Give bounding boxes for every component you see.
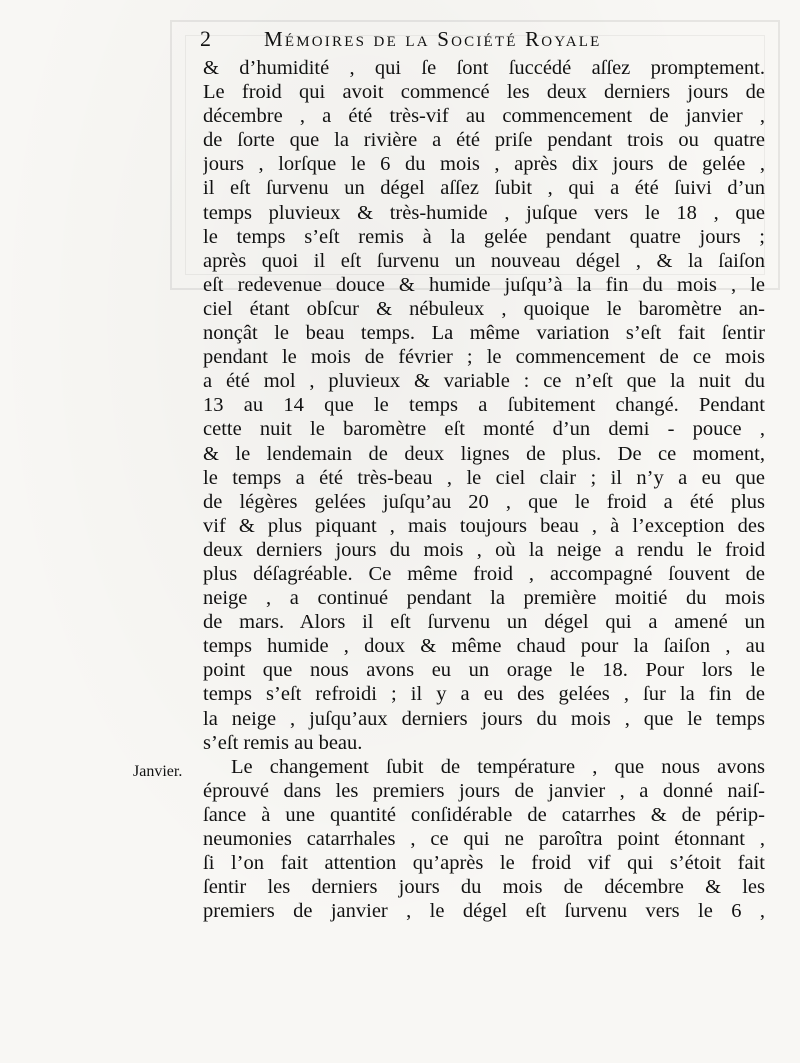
text-line: jours , lorſque le 6 du mois , après dix jours de gelée , [203,153,765,176]
text-line: point que nous avons eu un orage le 18. Pour lors le [203,659,765,682]
text-line: deux derniers jours du mois , où la neige a rendu le froid [203,538,765,561]
text-line: le temps s’eſt remis à la gelée pendant quatre jours ; [203,225,765,248]
text-line: ſance à une quantité conſidérable de catarrhes & de périp- [203,803,765,826]
text-line: vif & plus piquant , mais toujours beau , à l’exception des [203,514,765,537]
text-line: temps humide , doux & même chaud pour la ſaiſon , au [203,635,765,658]
text-line: de ſorte que la rivière a été priſe pendant trois ou quatre [203,129,765,152]
text-line: & le lendemain de deux lignes de plus. De ce moment, [203,442,765,465]
text-line: neumonies catarrhales , ce qui ne paroîtra point étonnant , [203,828,765,850]
text-line: Le froid qui avoit commencé les deux derniers jours de [203,81,765,104]
body-text [203,56,765,923]
text-line: cette nuit le baromètre eſt monté d’un demi - pouce , [203,418,765,441]
text-line: temps pluvieux & très-humide , juſque vers le 18 , que [203,201,765,224]
text-line: premiers de janvier , le dégel eſt ſurvenu vers le 6 , [203,900,765,923]
text-line: pendant le mois de février ; le commencement de ce mois [203,346,765,369]
text-line: eſt redevenue douce & humide juſqu’à la fin du mois , le [203,273,765,296]
page-number: 2 [200,26,211,51]
text-line: le temps a été très-beau , le ciel clair ; il n’y a eu que [203,466,765,489]
text-line: il eſt ſurvenu un dégel aſſez ſubit , qui a été ſuivi d’un [203,177,765,200]
paragraph-2 [203,755,765,924]
text-line: de mars. Alors il eſt ſurvenu un dégel qui a amené un [203,611,765,634]
text-line: décembre , a été très-vif au commencement de janvier , [203,105,765,128]
text-line: la neige , juſqu’aux derniers jours du mois , que le temps [203,707,765,730]
margin-note: Janvier. [133,763,183,780]
text-line: temps s’eſt refroidi ; il y a eu des gelées , ſur la fin de [203,683,765,706]
text-line: & d’humidité , qui ſe ſont ſuccédé aſſez promptement. [203,57,765,79]
text-line: Le changement ſubit de température , que nous avons [231,755,765,778]
text-line: 13 au 14 que le temps a ſubitement changé. Pendant [203,394,765,417]
running-head [200,24,760,54]
text-line: s’eſt remis au beau. [203,731,363,754]
text-line: ſentir les derniers jours du mois de décembre & les [203,876,765,899]
text-line: de légères gelées juſqu’au 20 , que le froid a été plus [203,490,765,513]
running-title: Mémoires de la Société Royale [264,27,602,51]
text-line: ciel étant obſcur & nébuleux , quoique le baromètre an- [203,297,765,320]
text-line: ſi l’on fait attention qu’après le froid vif qui s’étoit fait [203,852,765,875]
paragraph-1 [203,56,765,755]
text-line: après quoi il eſt ſurvenu un nouveau dégel , & la ſaiſon [203,249,765,272]
text-line: a été mol , pluvieux & variable : ce n’eſt que la nuit du [203,370,765,393]
text-line: éprouvé dans les premiers jours de janvier , a donné naiſ- [203,779,765,802]
text-line: neige , a continué pendant la première moitié du mois [203,587,765,610]
text-line: plus déſagréable. Ce même froid , accompagné ſouvent de [203,562,765,585]
text-line: nonçât le beau temps. La même variation s’eſt fait ſentir [203,322,765,345]
